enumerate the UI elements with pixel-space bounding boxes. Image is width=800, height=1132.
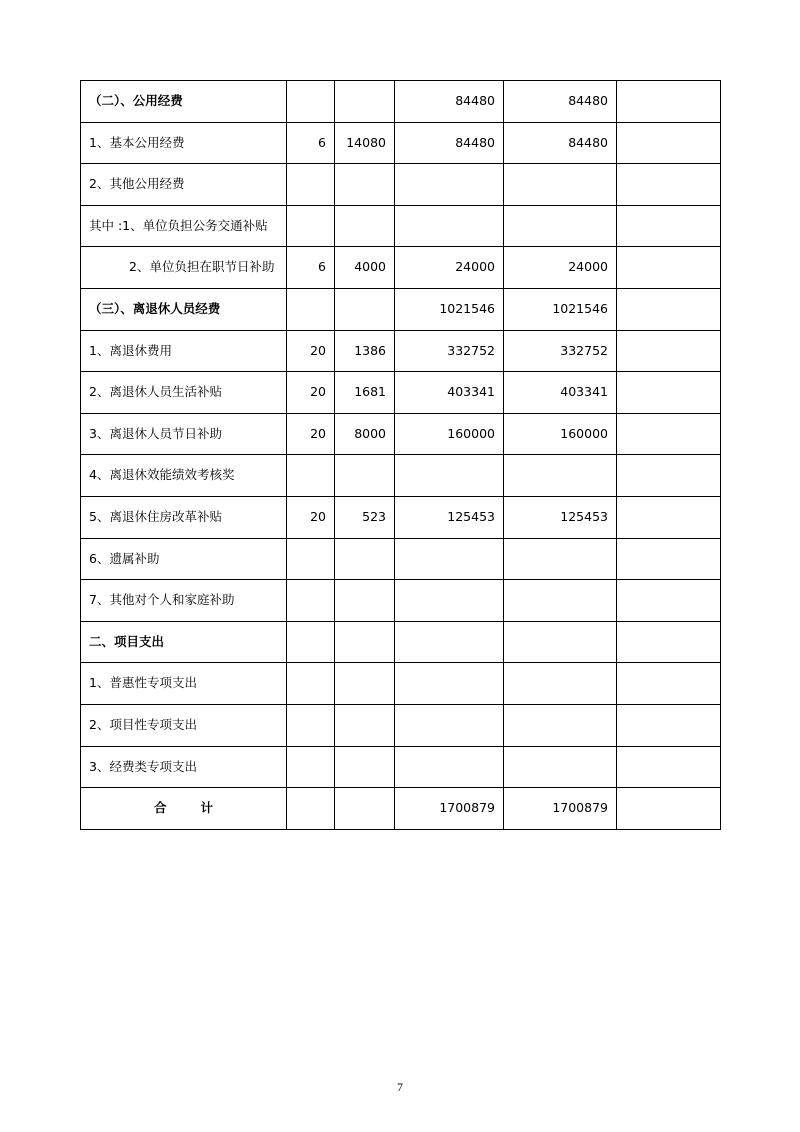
table-row — [81, 122, 721, 164]
page-number: 7 — [397, 1080, 403, 1094]
row-cell-3 — [395, 205, 504, 247]
row-cell-3 — [395, 538, 504, 580]
row-cell-5 — [617, 413, 721, 455]
row-cell-4: 125453 — [504, 496, 617, 538]
row-cell-4: 1021546 — [504, 288, 617, 330]
row-cell-1 — [287, 164, 335, 206]
row-cell-3: 84480 — [395, 81, 504, 123]
row-cell-1 — [287, 663, 335, 705]
row-label: 5、离退休住房改革补贴 — [81, 496, 287, 538]
row-label: 1、普惠性专项支出 — [81, 663, 287, 705]
row-label: 3、经费类专项支出 — [81, 746, 287, 788]
row-cell-2: 1386 — [335, 330, 395, 372]
row-cell-3: 332752 — [395, 330, 504, 372]
row-cell-3 — [395, 455, 504, 497]
row-cell-3: 125453 — [395, 496, 504, 538]
row-cell-5 — [617, 580, 721, 622]
row-cell-3 — [395, 704, 504, 746]
table-row — [81, 413, 721, 455]
row-cell-5 — [617, 164, 721, 206]
row-cell-4: 24000 — [504, 247, 617, 289]
row-cell-5 — [617, 621, 721, 663]
table-row — [81, 538, 721, 580]
table-row — [81, 621, 721, 663]
total-label-a: 合 — [153, 800, 167, 816]
row-cell-3: 403341 — [395, 372, 504, 414]
row-cell-5 — [617, 455, 721, 497]
row-cell-2: 1681 — [335, 372, 395, 414]
row-cell-1: 20 — [287, 372, 335, 414]
row-cell-3 — [395, 580, 504, 622]
row-label: 3、离退休人员节日补助 — [81, 413, 287, 455]
row-cell-1 — [287, 455, 335, 497]
row-cell-4: 332752 — [504, 330, 617, 372]
row-cell-5 — [617, 288, 721, 330]
row-cell-2: 14080 — [335, 122, 395, 164]
budget-table — [80, 80, 721, 830]
table-row — [81, 580, 721, 622]
row-cell-3 — [395, 621, 504, 663]
row-cell-5 — [617, 122, 721, 164]
row-cell-1 — [287, 81, 335, 123]
row-cell-1: 20 — [287, 330, 335, 372]
total-label — [81, 788, 287, 830]
row-cell-4: 403341 — [504, 372, 617, 414]
table-row — [81, 205, 721, 247]
row-cell-4 — [504, 580, 617, 622]
row-label: 二、项目支出 — [81, 621, 287, 663]
row-cell-1: 6 — [287, 122, 335, 164]
row-label: 4、离退休效能绩效考核奖 — [81, 455, 287, 497]
table-row — [81, 663, 721, 705]
row-label: （三）、离退休人员经费 — [81, 288, 287, 330]
row-label: 其中 :1、单位负担公务交通补贴 — [81, 205, 287, 247]
total-row — [81, 788, 721, 830]
row-cell-5 — [617, 330, 721, 372]
row-cell-5 — [617, 704, 721, 746]
row-cell-5 — [617, 81, 721, 123]
total-cell-2 — [335, 788, 395, 830]
row-cell-3: 1021546 — [395, 288, 504, 330]
row-label: 2、单位负担在职节日补助 — [81, 247, 287, 289]
row-cell-2: 4000 — [335, 247, 395, 289]
row-cell-4 — [504, 164, 617, 206]
row-cell-2 — [335, 205, 395, 247]
row-label: 2、项目性专项支出 — [81, 704, 287, 746]
row-cell-4: 160000 — [504, 413, 617, 455]
table-row — [81, 496, 721, 538]
row-cell-5 — [617, 496, 721, 538]
row-cell-2 — [335, 455, 395, 497]
row-cell-1 — [287, 621, 335, 663]
row-cell-2 — [335, 164, 395, 206]
row-cell-5 — [617, 746, 721, 788]
row-cell-2 — [335, 663, 395, 705]
row-cell-5 — [617, 372, 721, 414]
row-cell-3: 160000 — [395, 413, 504, 455]
row-cell-4 — [504, 455, 617, 497]
row-cell-3 — [395, 746, 504, 788]
row-cell-4 — [504, 704, 617, 746]
total-cell-5 — [617, 788, 721, 830]
row-cell-4 — [504, 205, 617, 247]
table-row — [81, 164, 721, 206]
row-label: 2、离退休人员生活补贴 — [81, 372, 287, 414]
row-cell-4 — [504, 746, 617, 788]
total-cell-3: 1700879 — [395, 788, 504, 830]
table-row — [81, 704, 721, 746]
row-cell-2 — [335, 704, 395, 746]
row-cell-4 — [504, 621, 617, 663]
table-row — [81, 247, 721, 289]
row-cell-2 — [335, 288, 395, 330]
row-cell-2 — [335, 81, 395, 123]
row-label: （二）、公用经费 — [81, 81, 287, 123]
table-body — [81, 81, 721, 830]
row-cell-2: 8000 — [335, 413, 395, 455]
row-cell-4: 84480 — [504, 122, 617, 164]
table-row — [81, 330, 721, 372]
row-cell-1 — [287, 205, 335, 247]
row-cell-5 — [617, 663, 721, 705]
row-cell-1 — [287, 288, 335, 330]
row-cell-2 — [335, 746, 395, 788]
table-row — [81, 372, 721, 414]
table-row — [81, 746, 721, 788]
table-row — [81, 288, 721, 330]
table-row — [81, 455, 721, 497]
row-label: 1、离退休费用 — [81, 330, 287, 372]
row-cell-2 — [335, 621, 395, 663]
row-cell-3: 24000 — [395, 247, 504, 289]
row-cell-5 — [617, 205, 721, 247]
row-cell-2 — [335, 580, 395, 622]
row-label: 6、遗属补助 — [81, 538, 287, 580]
row-cell-1 — [287, 538, 335, 580]
row-label: 7、其他对个人和家庭补助 — [81, 580, 287, 622]
row-cell-4: 84480 — [504, 81, 617, 123]
row-cell-5 — [617, 538, 721, 580]
row-cell-1: 6 — [287, 247, 335, 289]
table-row — [81, 81, 721, 123]
row-cell-1 — [287, 580, 335, 622]
total-label-b: 计 — [200, 800, 214, 816]
row-cell-3 — [395, 663, 504, 705]
row-cell-3: 84480 — [395, 122, 504, 164]
row-cell-1: 20 — [287, 413, 335, 455]
row-label: 2、其他公用经费 — [81, 164, 287, 206]
total-cell-1 — [287, 788, 335, 830]
row-cell-1 — [287, 746, 335, 788]
total-cell-4: 1700879 — [504, 788, 617, 830]
row-label: 1、基本公用经费 — [81, 122, 287, 164]
row-cell-4 — [504, 663, 617, 705]
row-cell-2: 523 — [335, 496, 395, 538]
row-cell-1: 20 — [287, 496, 335, 538]
row-cell-4 — [504, 538, 617, 580]
row-cell-3 — [395, 164, 504, 206]
row-cell-5 — [617, 247, 721, 289]
row-cell-1 — [287, 704, 335, 746]
row-cell-2 — [335, 538, 395, 580]
